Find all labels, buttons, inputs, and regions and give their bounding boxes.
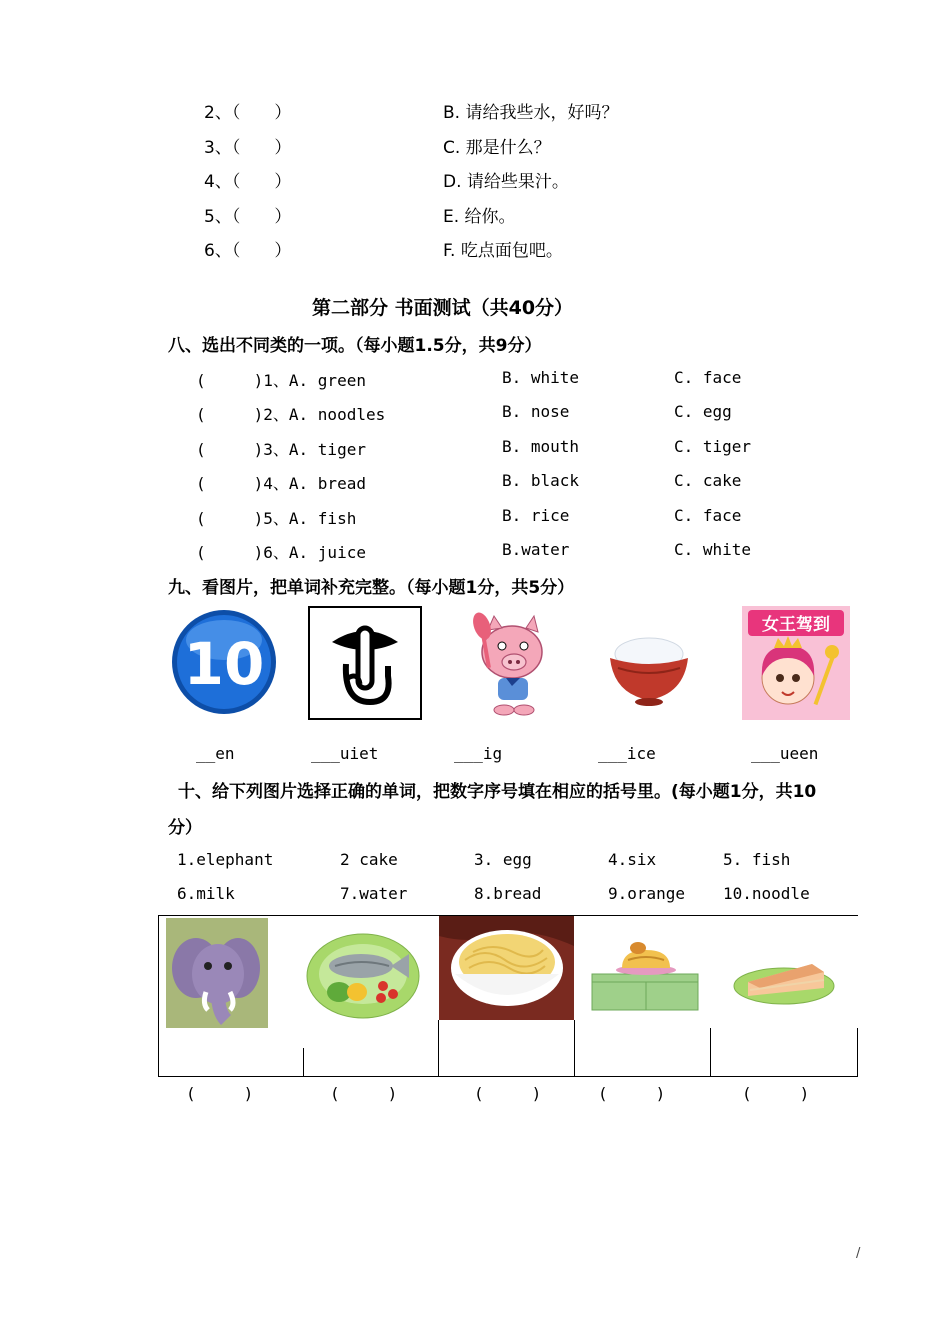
- section8-heading: 八、选出不同类的一项。（每小题1.5分，共9分）: [168, 336, 542, 356]
- table-bottom-border: [158, 1076, 858, 1077]
- question-a: ( )4、A. bread: [196, 474, 366, 493]
- question-a: ( )6、A. juice: [196, 543, 366, 562]
- quiet-sign-image: [308, 606, 422, 720]
- match-number: 5、（ ）: [204, 207, 292, 227]
- match-number: 3、（ ）: [204, 138, 292, 158]
- option-b: B. white: [502, 368, 580, 387]
- queen-banner-text: 女王驾到: [762, 615, 830, 635]
- word-option: 9.orange: [608, 884, 686, 903]
- option-c: C. tiger: [674, 437, 752, 456]
- word-option: 3. egg: [474, 850, 532, 869]
- queen-image: [742, 606, 850, 720]
- question-a: ( )2、A. noodles: [196, 405, 386, 424]
- option-c: C. white: [674, 540, 752, 559]
- word-option: 2 cake: [340, 850, 398, 869]
- word-option: 5. fish: [723, 850, 791, 869]
- table-divider: [710, 1028, 711, 1077]
- option-b: B.water: [502, 540, 570, 559]
- answer-bracket: ( ): [474, 1084, 542, 1103]
- word-option: 8.bread: [474, 884, 542, 903]
- match-option: B. 请给我些水，好吗？: [443, 103, 619, 123]
- elephant-image: [166, 918, 268, 1028]
- word-blank: ___uiet: [311, 744, 379, 763]
- rice-bowl-image: [604, 628, 694, 708]
- option-c: C. cake: [674, 471, 742, 490]
- word-option: 7.water: [340, 884, 408, 903]
- word-option: 6.milk: [177, 884, 235, 903]
- answer-bracket: ( ): [186, 1084, 254, 1103]
- match-option: D. 请给些果汁。: [443, 172, 569, 192]
- word-option: 4.six: [608, 850, 657, 869]
- section10-heading-line2: 分）: [168, 818, 202, 838]
- bread-image: [588, 936, 702, 1012]
- answer-bracket: ( ): [598, 1084, 666, 1103]
- answer-bracket: ( ): [742, 1084, 810, 1103]
- option-c: C. face: [674, 368, 742, 387]
- word-blank: ___ig: [454, 744, 503, 763]
- table-divider: [438, 1020, 439, 1077]
- question-a: ( )1、A. green: [196, 371, 366, 390]
- option-c: C. egg: [674, 402, 732, 421]
- option-b: B. black: [502, 471, 580, 490]
- option-b: B. rice: [502, 506, 570, 525]
- section9-heading: 九、看图片，把单词补充完整。（每小题1分，共5分）: [168, 578, 575, 598]
- number-ten-image: [170, 608, 278, 716]
- question-a: ( )3、A. tiger: [196, 440, 366, 459]
- table-divider: [303, 1048, 304, 1077]
- word-option: 10.noodle: [723, 884, 810, 903]
- match-option: C. 那是什么？: [443, 138, 551, 158]
- section10-heading-line1: 十、给下列图片选择正确的单词，把数字序号填在相应的括号里。(每小题1分，共10: [178, 782, 817, 802]
- part-two-title: 第二部分 书面测试（共40分）: [312, 297, 574, 319]
- table-right-border: [857, 1028, 858, 1077]
- table-divider: [574, 1020, 575, 1077]
- word-blank: ___ice: [598, 744, 656, 763]
- match-number: 4、（ ）: [204, 172, 292, 192]
- option-c: C. face: [674, 506, 742, 525]
- word-blank: __en: [196, 744, 235, 763]
- table-left-border: [158, 915, 159, 1077]
- cake-image: [732, 950, 836, 1006]
- word-option: 1.elephant: [177, 850, 274, 869]
- pig-image: [450, 606, 570, 720]
- option-b: B. nose: [502, 402, 570, 421]
- word-blank: ___ueen: [751, 744, 819, 763]
- question-a: ( )5、A. fish: [196, 509, 357, 528]
- answer-bracket: ( ): [330, 1084, 398, 1103]
- option-b: B. mouth: [502, 437, 580, 456]
- match-number: 6、（ ）: [204, 241, 292, 261]
- page-mark: /: [856, 1246, 861, 1261]
- match-option: F. 吃点面包吧。: [443, 241, 563, 261]
- match-number: 2、（ ）: [204, 103, 292, 123]
- noodles-image: [439, 916, 574, 1020]
- match-option: E. 给你。: [443, 207, 516, 227]
- number-ten-label: 10: [183, 630, 265, 698]
- fish-plate-image: [305, 928, 421, 1020]
